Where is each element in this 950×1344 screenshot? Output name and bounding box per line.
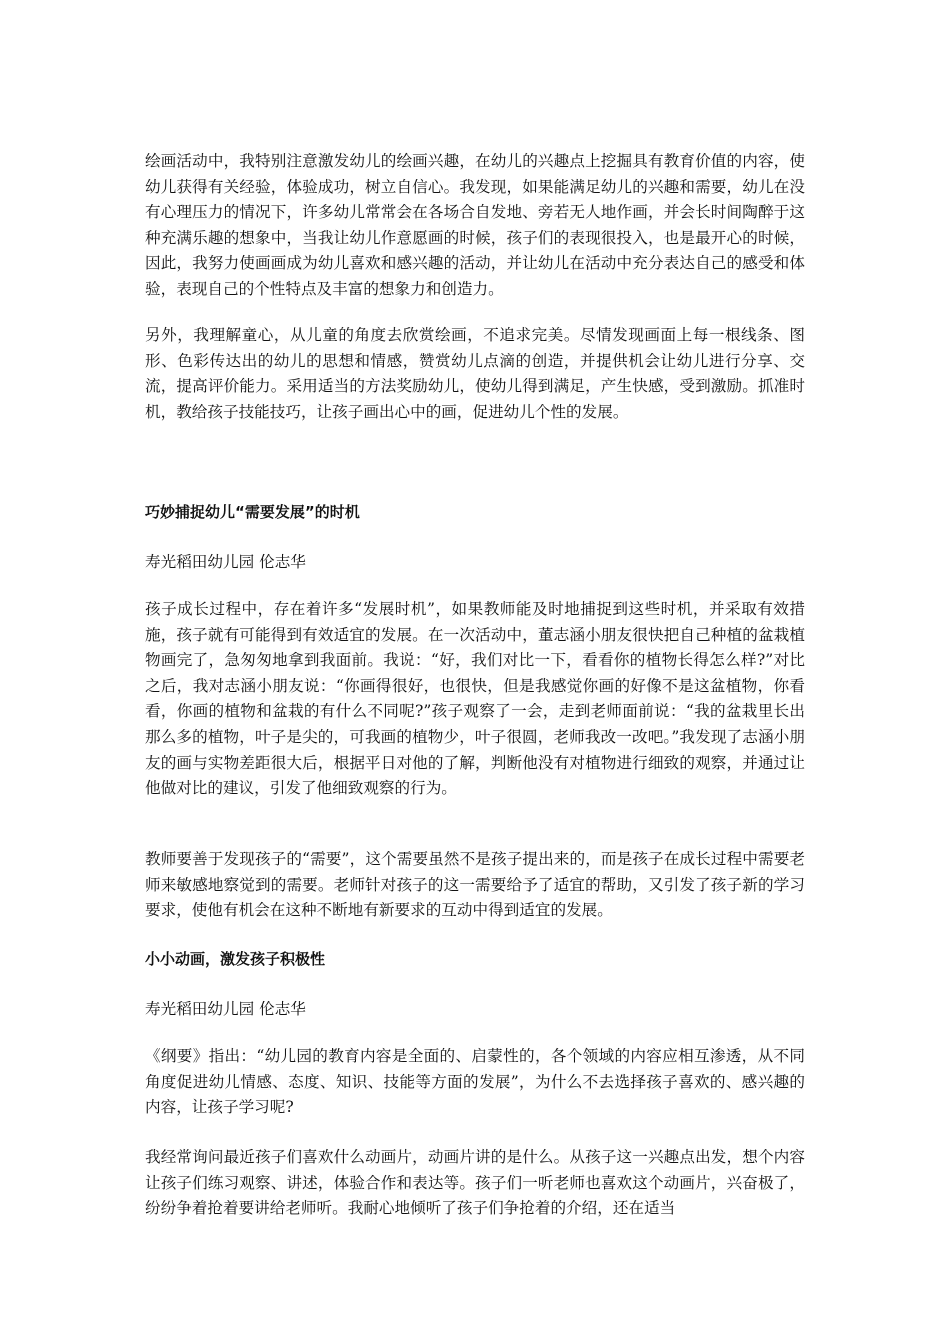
intro-paragraph-1: 绘画活动中，我特别注意激发幼儿的绘画兴趣，在幼儿的兴趣点上挖掘具有教育价值的内容，使幼儿获得有关经验，体验成功，树立自信心。我发现，如果能满足幼儿的兴趣和需要，幼儿在没有心理压力的情况下，许多幼儿常常会在各场合自发地、旁若无人地作画，并会长时间陶醉于这种充满乐趣的想象中，当我让幼儿作意愿画的时候，孩子们的表现很投入，也是最开心的时候，因此，我努力使画画成为幼儿喜欢和感兴趣的活动，并让幼儿在活动中充分表达自己的感受和体验，表现自己的个性特点及丰富的想象力和创造力。: [145, 152, 805, 298]
section-1-paragraph-2: 教师要善于发现孩子的“需要”，这个需要虽然不是孩子提出来的，而是孩子在成长过程中需要老师来敏感地察觉到的需要。老师针对孩子的这一需要给予了适宜的帮助，又引发了孩子新的学习要求，使他有机会在这种不断地有新要求的互动中得到适宜的发展。: [145, 850, 805, 920]
intro-paragraph-2: 另外，我理解童心，从儿童的角度去欣赏绘画，不追求完美。尽情发现画面上每一根线条、图形、色彩传达出的幼儿的思想和情感，赞赏幼儿点滴的创造，并提供机会让幼儿进行分享、交流，提高评价能力。采用适当的方法奖励幼儿，使幼儿得到满足，产生快感，受到激励。抓准时机，教给孩子技能技巧，让孩子画出心中的画，促进幼儿个性的发展。: [145, 326, 805, 421]
section-2-paragraph-2: 我经常询问最近孩子们喜欢什么动画片，动画片讲的是什么。从孩子这一兴趣点出发，想个内容让孩子们练习观察、讲述，体验合作和表达等。孩子们一听老师也喜欢这个动画片，兴奋极了，纷纷争着抢着要讲给老师听。我耐心地倾听了孩子们争抢着的介绍，还在适当: [145, 1148, 805, 1218]
section-2-paragraph-1: 《纲要》指出：“幼儿园的教育内容是全面的、启蒙性的，各个领域的内容应相互渗透，从不同角度促进幼儿情感、态度、知识、技能等方面的发展”，为什么不去选择孩子喜欢的、感兴趣的内容，让孩子学习呢?: [145, 1047, 805, 1117]
section-2-byline: 寿光稻田幼儿园 伦志华: [145, 1000, 306, 1018]
section-1-title: 巧妙捕捉幼儿“需要发展”的时机: [145, 503, 360, 521]
section-2-title: 小小动画，激发孩子积极性: [145, 950, 326, 968]
section-1-paragraph-1: 孩子成长过程中，存在着许多“发展时机”，如果教师能及时地捕捉到这些时机，并采取有效措施，孩子就有可能得到有效适宜的发展。在一次活动中，董志涵小朋友很快把自己种植的盆栽植物画完了，急匆匆地拿到我面前。我说：“好，我们对比一下，看看你的植物长得怎么样?”对比之后，我对志涵小朋友说：“你画得很好，也很快，但是我感觉你画的好像不是这盆植物，你看看，你画的植物和盆栽的有什么不同呢?”孩子观察了一会，走到老师面前说：“我的盆栽里长出那么多的植物，叶子是尖的，可我画的植物少，叶子很圆，老师我改一改吧。”我发现了志涵小朋友的画与实物差距很大后，根据平日对他的了解，判断他没有对植物进行细致的观察，并通过让他做对比的建议，引发了他细致观察的行为。: [145, 600, 805, 798]
section-1-byline: 寿光稻田幼儿园 伦志华: [145, 553, 306, 571]
